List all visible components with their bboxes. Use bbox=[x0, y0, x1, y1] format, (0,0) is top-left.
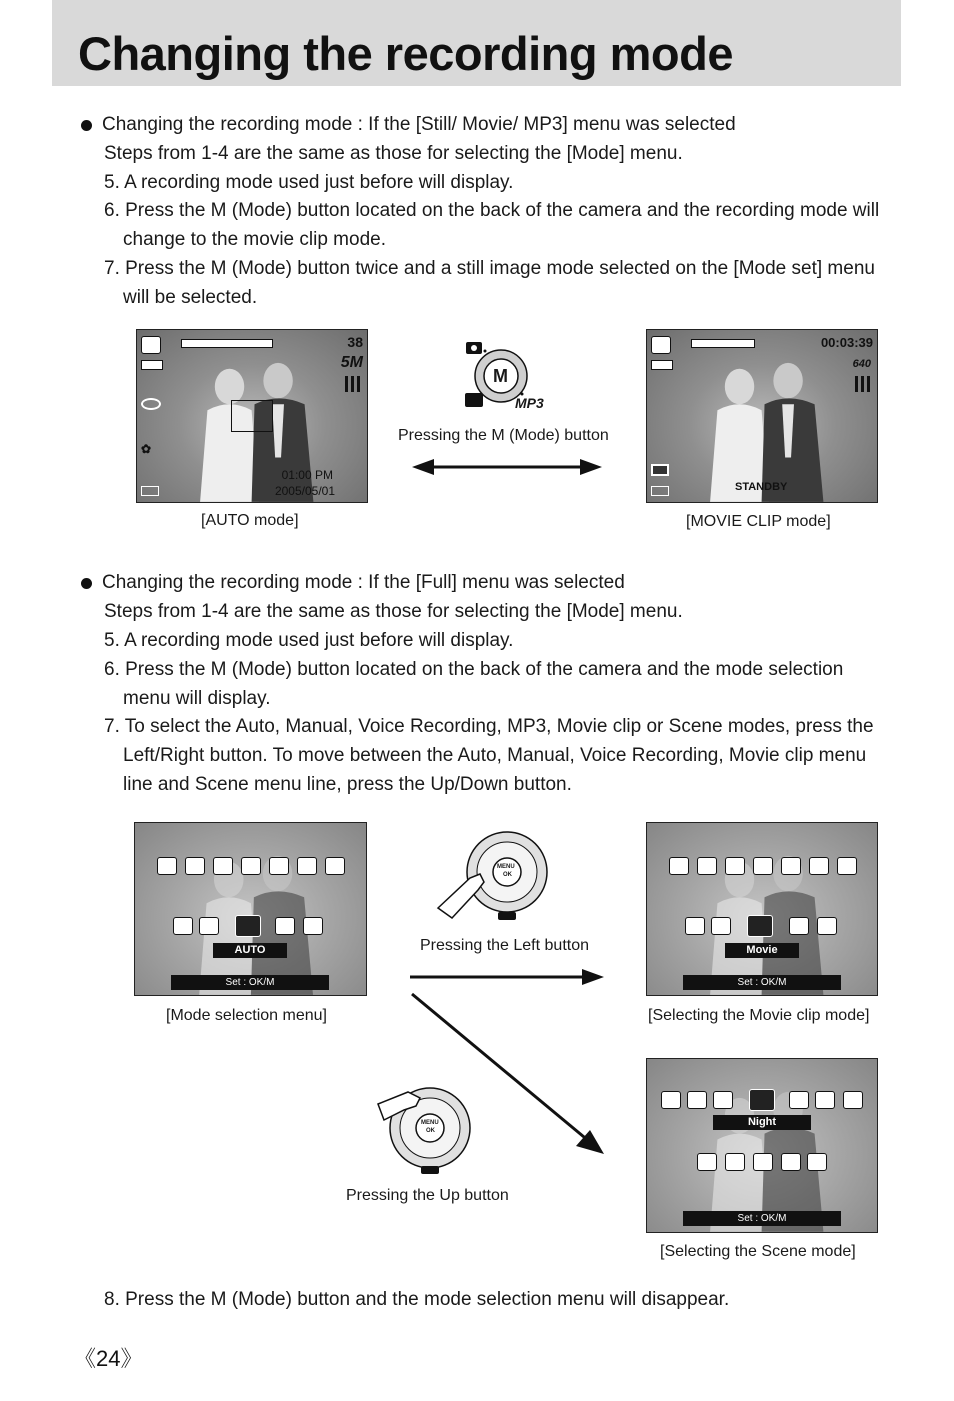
scene-icon bbox=[297, 857, 317, 875]
movie-clip-menu-screen bbox=[646, 822, 878, 996]
record-timer: 00:03:39 bbox=[820, 335, 873, 350]
time-display: 01:00 PM bbox=[281, 468, 333, 482]
section1-line: 5. A recording mode used just before will display. bbox=[104, 172, 514, 193]
manual-icon bbox=[817, 917, 837, 935]
scene-icon bbox=[185, 857, 205, 875]
standby-status: STANDBY bbox=[735, 481, 788, 493]
voice-icon bbox=[173, 917, 193, 935]
up-button-menu-label: MENU bbox=[421, 1120, 439, 1126]
selected-mode-label: AUTO bbox=[213, 943, 287, 958]
movie-clip-screen bbox=[646, 329, 878, 503]
scene-icon bbox=[725, 857, 745, 875]
mode-selection-screen bbox=[134, 822, 367, 996]
scene-icon bbox=[781, 857, 801, 875]
quality-icon bbox=[345, 376, 361, 392]
section2-heading: Changing the recording mode : If the [Full] menu was selected bbox=[102, 572, 625, 593]
scene-icon bbox=[157, 857, 177, 875]
set-ok-label: Set : OK/M bbox=[683, 1211, 841, 1226]
macro-icon: ✿ bbox=[141, 442, 152, 456]
section2-line: 6. Press the M (Mode) button located on the back of the camera and the mode selection bbox=[104, 659, 844, 680]
mp3-icon bbox=[807, 1153, 827, 1171]
camera-icon bbox=[789, 917, 809, 935]
couple-photo bbox=[688, 354, 835, 502]
section2-line: Left/Right button. To move between the Auto, Manual, Voice Recording, Movie clip menu bbox=[123, 745, 867, 766]
zoom-bar bbox=[691, 339, 755, 348]
camera-icon bbox=[235, 915, 261, 937]
section2-line: line and Scene menu line, press the Up/Down button. bbox=[123, 774, 572, 795]
scene-mode-screen bbox=[646, 1058, 878, 1233]
section2-line: Steps from 1-4 are the same as those for selecting the [Mode] menu. bbox=[104, 601, 683, 622]
scene-icon bbox=[661, 1091, 681, 1109]
section2-line: menu will display. bbox=[123, 688, 271, 709]
eye-icon bbox=[141, 398, 161, 410]
movie-clip-menu-caption: [Selecting the Movie clip mode] bbox=[648, 1007, 870, 1024]
focus-frame bbox=[231, 400, 273, 432]
scene-icon bbox=[815, 1091, 835, 1109]
step-8: 8. Press the M (Mode) button and the mode selection menu will disappear. bbox=[104, 1289, 730, 1310]
quality-icon bbox=[855, 376, 871, 392]
frame-icon bbox=[651, 464, 669, 476]
scene-icon bbox=[789, 1091, 809, 1109]
mode-selection-caption: [Mode selection menu] bbox=[166, 1007, 327, 1024]
shot-count: 38 bbox=[347, 334, 363, 350]
page-number: 《24》 bbox=[74, 1346, 143, 1371]
date-display: 2005/05/01 bbox=[274, 484, 335, 498]
up-button-ok-label: OK bbox=[426, 1128, 435, 1134]
section1-line: Steps from 1-4 are the same as those for selecting the [Mode] menu. bbox=[104, 143, 683, 164]
scene-icon bbox=[687, 1091, 707, 1109]
scene-icon bbox=[753, 857, 773, 875]
section1-line: 7. Press the M (Mode) button twice and a still image mode selected on the [Mode set] menu bbox=[104, 258, 875, 279]
section2-line: 5. A recording mode used just before will display. bbox=[104, 630, 514, 651]
movie-resolution: 640 bbox=[852, 358, 871, 370]
scene-icon bbox=[837, 857, 857, 875]
scene-icon bbox=[213, 857, 233, 875]
left-button-caption: Pressing the Left button bbox=[420, 937, 589, 954]
selected-mode-label: Movie bbox=[725, 943, 799, 958]
scene-icon bbox=[843, 1091, 863, 1109]
left-button-ok-label: OK bbox=[503, 872, 512, 878]
left-button-illustration bbox=[430, 826, 560, 926]
right-arrow bbox=[408, 967, 608, 987]
left-button-menu-label: MENU bbox=[497, 864, 515, 870]
mode-icon bbox=[651, 486, 669, 496]
scene-icon bbox=[669, 857, 689, 875]
set-ok-label: Set : OK/M bbox=[171, 975, 329, 990]
scene-icon bbox=[809, 857, 829, 875]
voice-icon bbox=[711, 917, 731, 935]
camera-icon bbox=[753, 1153, 773, 1171]
auto-mode-caption: [AUTO mode] bbox=[201, 512, 299, 529]
manual-icon bbox=[781, 1153, 801, 1171]
camera-icon bbox=[141, 336, 161, 354]
movie-icon bbox=[725, 1153, 745, 1171]
selected-scene-label: Night bbox=[713, 1115, 811, 1130]
up-button-caption: Pressing the Up button bbox=[346, 1187, 509, 1204]
section2-line: 7. To select the Auto, Manual, Voice Recording, MP3, Movie clip or Scene modes, press the bbox=[104, 716, 874, 737]
zoom-bar bbox=[181, 339, 273, 348]
scene-icon bbox=[325, 857, 345, 875]
manual-icon bbox=[275, 917, 295, 935]
movie-clip-caption: [MOVIE CLIP mode] bbox=[686, 513, 831, 530]
set-ok-label: Set : OK/M bbox=[683, 975, 841, 990]
scene-icon bbox=[241, 857, 261, 875]
scene-icon bbox=[697, 857, 717, 875]
night-icon bbox=[749, 1089, 775, 1111]
mp3-icon bbox=[685, 917, 705, 935]
auto-mode-screen bbox=[136, 329, 368, 503]
bullet bbox=[81, 578, 92, 589]
section1-heading: Changing the recording mode : If the [Still/ Movie/ MP3] menu was selected bbox=[102, 114, 736, 135]
mp3-icon bbox=[303, 917, 323, 935]
mode-icon bbox=[141, 486, 159, 496]
bullet bbox=[81, 120, 92, 131]
section1-line: will be selected. bbox=[123, 287, 258, 308]
voice-icon bbox=[697, 1153, 717, 1171]
movie-camera-icon bbox=[651, 336, 671, 354]
battery-icon bbox=[141, 360, 163, 370]
section1-line: 6. Press the M (Mode) button located on the back of the camera and the recording mode will bbox=[104, 200, 880, 221]
double-arrow bbox=[410, 457, 604, 477]
mp3-label: MP3 bbox=[515, 395, 544, 411]
movie-icon bbox=[747, 915, 773, 937]
page-title: Changing the recording mode bbox=[78, 27, 733, 80]
scene-icon bbox=[269, 857, 289, 875]
scene-mode-caption: [Selecting the Scene mode] bbox=[660, 1243, 856, 1260]
dial-caption: Pressing the M (Mode) button bbox=[398, 427, 609, 444]
section1-line: change to the movie clip mode. bbox=[123, 229, 386, 250]
image-size: 5M bbox=[340, 354, 363, 371]
mode-button-letter: M bbox=[493, 366, 508, 386]
scene-icon bbox=[713, 1091, 733, 1109]
battery-icon bbox=[651, 360, 673, 370]
movie-icon bbox=[199, 917, 219, 935]
